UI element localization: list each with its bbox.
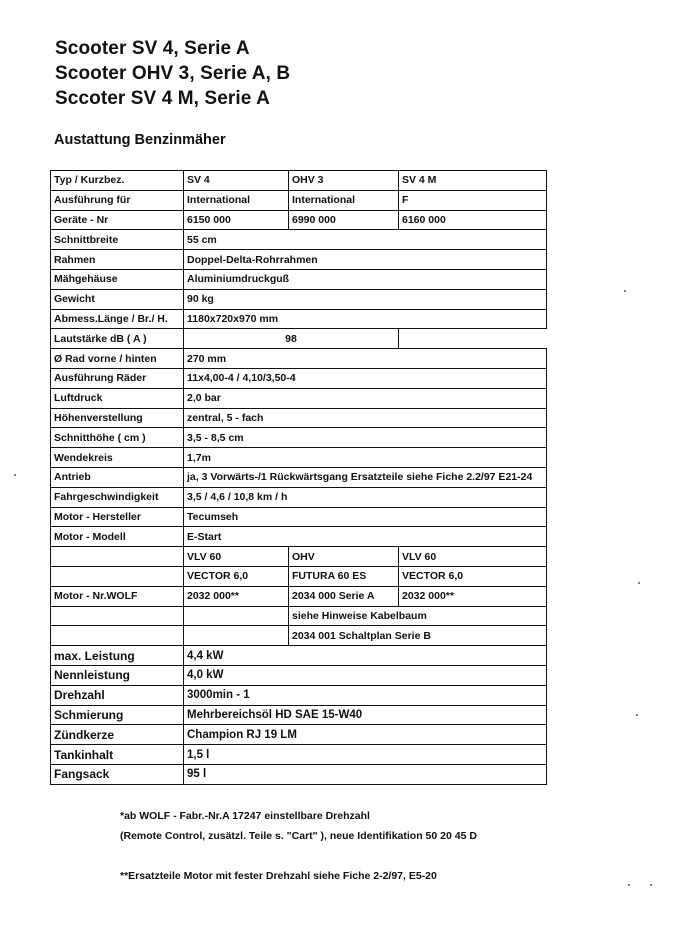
row-label: Fangsack (51, 764, 184, 784)
table-row (51, 171, 547, 191)
footnote-2: (Remote Control, zusätzl. Teile s. "Cart" ), neue Identifikation 50 20 45 D (120, 830, 477, 842)
table-row (51, 646, 547, 666)
cell-ohv3: International (289, 190, 399, 210)
row-label: Tankinhalt (51, 745, 184, 765)
cell-value: Mehrbereichsöl HD SAE 15-W40 (184, 705, 547, 725)
cell-ohv3: 2034 000 Serie A (289, 586, 399, 606)
row-label: Zündkerze (51, 725, 184, 745)
cell-value: 1180x720x970 mm (184, 309, 547, 329)
table-row (51, 586, 547, 606)
cell-value: 95 l (184, 764, 547, 784)
row-label: Lautstärke dB ( A ) (51, 329, 184, 349)
footnote-1: *ab WOLF - Fabr.-Nr.A 17247 einstellbare Drehzahl (120, 810, 370, 822)
cell-sv4m: SV 4 M (399, 171, 547, 191)
row-label: Ø Rad vorne / hinten (51, 349, 184, 369)
cell-value: 2,0 bar (184, 388, 547, 408)
cell-value: Tecumseh (184, 507, 547, 527)
table-row (51, 230, 547, 250)
cell-sv4m: VECTOR 6,0 (399, 566, 547, 586)
cell-value: siehe Hinweise Kabelbaum (289, 606, 547, 626)
cell-sv4: SV 4 (184, 171, 289, 191)
row-label: Motor - Hersteller (51, 507, 184, 527)
title-line-2: Scooter OHV 3, Serie A, B (55, 63, 291, 84)
row-label: Gewicht (51, 289, 184, 309)
row-label: Antrieb (51, 467, 184, 487)
footnote-3: **Ersatzteile Motor mit fester Drehzahl siehe Fiche 2-2/97, E5-20 (120, 870, 437, 882)
table-row (51, 210, 547, 230)
row-label: max. Leistung (51, 646, 184, 666)
cell-value: 3,5 - 8,5 cm (184, 428, 547, 448)
row-label: Abmess.Länge / Br./ H. (51, 309, 184, 329)
table-row (51, 705, 547, 725)
table-row (51, 349, 547, 369)
row-label: Rahmen (51, 250, 184, 270)
row-label: Motor - Modell (51, 527, 184, 547)
row-label: Typ / Kurzbez. (51, 171, 184, 191)
row-label (51, 566, 184, 586)
cell-value: 2034 001 Schaltplan Serie B (289, 626, 547, 646)
table-row (51, 566, 547, 586)
cell-sv4m: F (399, 190, 547, 210)
cell-sv4: VECTOR 6,0 (184, 566, 289, 586)
empty-cell (399, 329, 547, 349)
cell-value: 4,0 kW (184, 665, 547, 685)
row-label: Schnittbreite (51, 230, 184, 250)
cell-value: 1,5 l (184, 745, 547, 765)
table-row (51, 725, 547, 745)
cell-value: 3,5 / 4,6 / 10,8 km / h (184, 487, 547, 507)
table-row (51, 487, 547, 507)
cell-sv4m: 6160 000 (399, 210, 547, 230)
cell-value: E-Start (184, 527, 547, 547)
cell-value: 1,7m (184, 448, 547, 468)
cell-value: 3000min - 1 (184, 685, 547, 705)
cell-ohv3: OHV 3 (289, 171, 399, 191)
row-label: Motor - Nr.WOLF (51, 586, 184, 606)
spec-table (50, 170, 547, 785)
cell-sv4: 6150 000 (184, 210, 289, 230)
title-block (55, 36, 290, 111)
table-row (51, 606, 547, 626)
title-line-3: Sccoter SV 4 M, Serie A (55, 88, 270, 109)
cell-value: Aluminiumdruckguß (184, 269, 547, 289)
row-label: Ausführung für (51, 190, 184, 210)
cell-value: Doppel-Delta-Rohrrahmen (184, 250, 547, 270)
table-row (51, 269, 547, 289)
table-row (51, 547, 547, 567)
row-label: Höhenverstellung (51, 408, 184, 428)
table-row (51, 250, 547, 270)
table-row (51, 507, 547, 527)
row-label: Schmierung (51, 705, 184, 725)
cell-ohv3: FUTURA 60 ES (289, 566, 399, 586)
scan-speck (636, 714, 638, 716)
row-label: Nennleistung (51, 665, 184, 685)
row-label: Geräte - Nr (51, 210, 184, 230)
table-row (51, 467, 547, 487)
table-row (51, 665, 547, 685)
cell-sv4: International (184, 190, 289, 210)
cell-sv4 (184, 606, 289, 626)
cell-value: zentral, 5 - fach (184, 408, 547, 428)
table-row (51, 289, 547, 309)
row-label: Wendekreis (51, 448, 184, 468)
cell-value: 11x4,00-4 / 4,10/3,50-4 (184, 368, 547, 388)
scan-speck (14, 474, 16, 476)
table-row (51, 527, 547, 547)
cell-value: ja, 3 Vorwärts-/1 Rückwärtsgang Ersatzteile siehe Fiche 2.2/97 E21-24 (184, 467, 547, 487)
table-row (51, 626, 547, 646)
cell-value: 4,4 kW (184, 646, 547, 666)
cell-ohv3: 6990 000 (289, 210, 399, 230)
cell-value: 98 (184, 329, 399, 349)
cell-sv4m: 2032 000** (399, 586, 547, 606)
row-label: Fahrgeschwindigkeit (51, 487, 184, 507)
scan-speck (628, 884, 630, 886)
row-label (51, 606, 184, 626)
table-row (51, 764, 547, 784)
title-line-1: Scooter SV 4, Serie A (55, 38, 250, 59)
table-row (51, 309, 547, 329)
table-row (51, 448, 547, 468)
row-label (51, 547, 184, 567)
cell-sv4: VLV 60 (184, 547, 289, 567)
table-row (51, 368, 547, 388)
table-row (51, 428, 547, 448)
row-label: Drehzahl (51, 685, 184, 705)
scan-speck (638, 582, 640, 584)
cell-value: 270 mm (184, 349, 547, 369)
row-label: Schnitthöhe ( cm ) (51, 428, 184, 448)
cell-sv4m: VLV 60 (399, 547, 547, 567)
cell-sv4 (184, 626, 289, 646)
table-row (51, 408, 547, 428)
scan-speck (624, 290, 626, 292)
table-row (51, 329, 547, 349)
table-row (51, 190, 547, 210)
cell-sv4: 2032 000** (184, 586, 289, 606)
table-row (51, 388, 547, 408)
scan-speck (650, 884, 652, 886)
row-label: Mähgehäuse (51, 269, 184, 289)
cell-value: Champion RJ 19 LM (184, 725, 547, 745)
table-row (51, 685, 547, 705)
cell-value: 90 kg (184, 289, 547, 309)
table-row (51, 745, 547, 765)
section-subtitle: Austattung Benzinmäher (54, 132, 226, 148)
row-label: Ausführung Räder (51, 368, 184, 388)
row-label: Luftdruck (51, 388, 184, 408)
cell-ohv3: OHV (289, 547, 399, 567)
cell-value: 55 cm (184, 230, 547, 250)
row-label (51, 626, 184, 646)
